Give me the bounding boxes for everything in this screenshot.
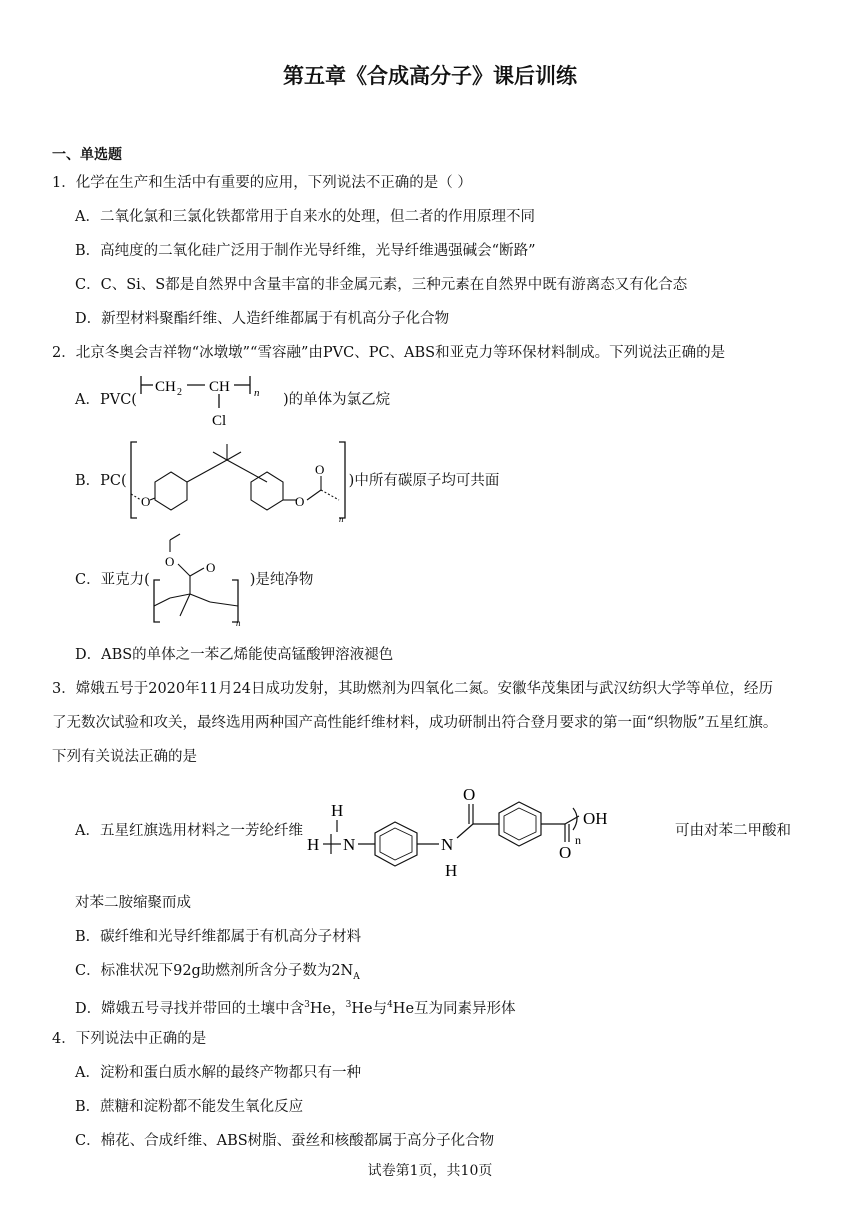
option-c-subscript: A [353,971,360,982]
page-title: 第五章《合成高分子》课后训练 [283,64,577,88]
option-d-text-2: He， [309,1000,346,1017]
svg-text:n: n [253,387,260,399]
svg-text:O: O [164,554,175,569]
svg-text:H: H [444,861,458,880]
page-footer: 试卷第1页，共10页 [367,1163,493,1179]
svg-text:n: n [235,618,241,628]
question-1-option-a: A．二氧化氯和三氯化铁都常用于自来水的处理，但二者的作用原理不同 [75,209,535,225]
svg-text:H: H [330,801,344,820]
svg-text:n: n [338,514,344,524]
question-3-option-a-continued: 对苯二胺缩聚而成 [75,895,191,911]
svg-text:N: N [440,835,454,854]
question-1-option-c: C．C、Si、S都是自然界中含量丰富的非金属元素，三种元素在自然界中既有游离态又有化合态 [75,277,688,293]
isotope-mass-3: 4 [387,1000,393,1010]
option-b-prefix: B．PC( [75,473,127,489]
question-2-option-d: D．ABS的单体之一苯乙烯能使高锰酸钾溶液褪色 [75,647,394,663]
svg-text:n: n [574,833,581,847]
question-3-option-d [75,995,516,1019]
question-3-option-a [75,778,791,884]
isotope-mass-2: 3 [345,1000,352,1010]
svg-text:H: H [306,835,320,854]
svg-text:O: O [294,494,305,509]
question-2-option-a [75,374,390,430]
question-1-stem: 1．化学在生产和生活中有重要的应用，下列说法不正确的是（ ） [52,175,472,191]
svg-text:O: O [140,494,151,509]
svg-text:CH: CH [208,379,230,395]
option-a-prefix: A．五星红旗选用材料之一芳纶纤维 [75,823,303,839]
svg-text:O: O [462,785,476,804]
isotope-mass-1: 3 [304,1000,310,1010]
question-3-option-b: B．碳纤维和光导纤维都属于有机高分子材料 [75,929,362,945]
svg-text:2: 2 [176,387,182,398]
pmma-structure-image [150,532,250,628]
option-a-suffix: )的单体为氯乙烷 [282,392,391,408]
svg-text:OH: OH [582,809,608,828]
question-4-option-a: A．淀粉和蛋白质水解的最终产物都只有一种 [75,1065,361,1081]
option-c-suffix: )是纯净物 [249,572,314,588]
option-c-text: C．标准状况下92g助燃剂所含分子数为2N [75,963,354,979]
question-1-option-d: D．新型材料聚酯纤维、人造纤维都属于有机高分子化合物 [75,311,450,327]
question-2-option-b [75,438,499,524]
question-3-option-c [75,961,360,987]
question-2-option-c [75,532,313,628]
option-a-suffix: 可由对苯二甲酸和 [674,823,791,839]
question-3-stem-line-3: 下列有关说法正确的是 [52,749,197,765]
pvc-structure-image [137,374,289,430]
question-4-stem: 4．下列说法中正确的是 [52,1031,207,1047]
pc-structure-image [127,438,349,524]
option-d-text-3: He与 [351,1000,388,1017]
option-c-prefix: C．亚克力( [75,572,150,588]
option-d-text-1: D．嫦娥五号寻找并带回的土壤中含 [75,1000,305,1017]
section-heading: 一、单选题 [52,147,122,163]
question-2-stem: 2．北京冬奥会吉祥物“冰墩墩”“雪容融”由PVC、PC、ABS和亚克力等环保材料制成。下列说法正确的是 [52,345,726,361]
question-1-option-b: B．高纯度的二氧化硅广泛用于制作光导纤维，光导纤维遇强碱会“断路” [75,243,536,259]
svg-text:O: O [558,843,572,862]
option-b-suffix: )中所有碳原子均可共面 [348,473,500,489]
pvc-ch2: CH [154,379,176,395]
svg-text:N: N [342,835,356,854]
svg-text:O: O [314,462,325,477]
question-4-option-b: B．蔗糖和淀粉都不能发生氧化反应 [75,1099,304,1115]
svg-text:Cl: Cl [211,413,227,429]
svg-text:O: O [205,560,216,575]
aramid-fiber-structure-image [303,778,675,884]
question-3-stem-line-1: 3．嫦娥五号于2020年11月24日成功发射，其助燃剂为四氧化二氮。安徽华茂集团与武汉纺织大学等单位，经历 [52,681,774,697]
question-4-option-c: C．棉花、合成纤维、ABS树脂、蚕丝和核酸都属于高分子化合物 [75,1133,495,1149]
question-3-stem-line-2: 了无数次试验和攻关，最终选用两种国产高性能纤维材料，成功研制出符合登月要求的第一面“织物版”五星红旗。 [52,715,778,731]
option-d-text-4: He互为同素异形体 [392,1000,516,1017]
option-a-prefix: A．PVC( [75,392,137,408]
